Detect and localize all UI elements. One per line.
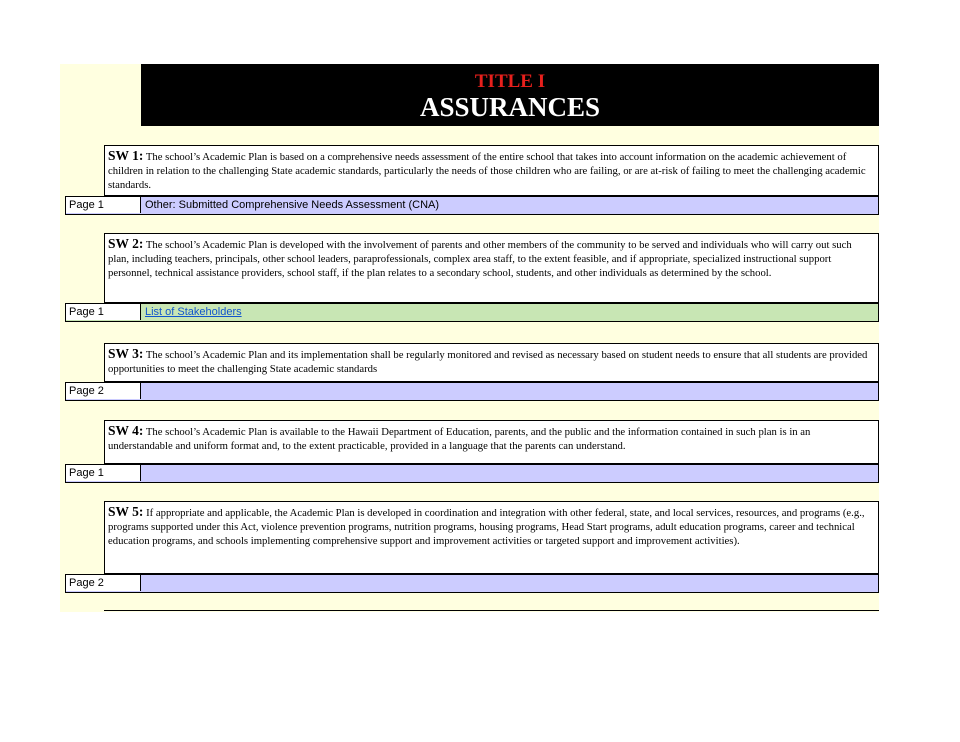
page-cell: Page 2 [66,383,141,399]
assurance-label: SW 5: [108,504,144,519]
title-top: TITLE I [474,71,546,92]
reference-row-sw3 [65,382,879,401]
reference-row-sw4 [65,464,879,483]
assurance-label: SW 2: [108,236,144,251]
reference-row-sw1 [65,196,879,215]
assurance-sw2 [104,233,879,303]
page-cell: Page 1 [66,465,141,481]
bottom-divider [104,610,879,611]
assurance-text: The school’s Academic Plan and its implementation shall be regularly monitored and revised as necessary based on student needs to ensure that all students are provided opportunities to meet the challenging State academic standards [108,349,868,376]
assurance-sw5 [104,501,879,574]
assurance-text: The school’s Academic Plan is available to the Hawaii Department of Education, parents, and the public and the information contained in such plan is in an understandable and uniform format and, to the extent practicable, provided in a language that the parents can understand. [108,426,811,453]
reference-row-sw2 [65,303,879,322]
assurance-sw1 [104,145,879,196]
reference-cell: Other: Submitted Comprehensive Needs Assessment (CNA) [145,199,440,211]
reference-row-sw5 [65,574,879,593]
assurance-text: The school’s Academic Plan is based on a comprehensive needs assessment of the entire school that takes into account information on the academic achievement of children in relation to the challenging State academic standards, particularly the needs of those children who are failing, or are at-risk of failing to meet the challenging academic standards. [108,151,866,192]
assurance-text: The school’s Academic Plan is developed with the involvement of parents and other members of the community to be served and individuals who will carry out such plan, including teachers, principals, other school leaders, paraprofessionals, complex area staff, to the extent feasible, and if appropriate, specialized instructional support personnel, technical assistance providers, school staff, if the plan relates to a secondary school, students, and other individuals as determined by the school. [108,239,852,280]
assurance-sw4 [104,420,879,464]
page-cell: Page 1 [66,197,141,213]
assurance-label: SW 3: [108,346,144,361]
assurance-label: SW 1: [108,148,144,163]
page-cell: Page 2 [66,575,141,591]
stakeholders-link[interactable]: List of Stakeholders [145,306,242,318]
assurance-text: If appropriate and applicable, the Academic Plan is developed in coordination and integration with other federal, state, and local services, resources, and programs (e.g., programs supported under this Act, violence prevention programs, nutrition programs, housing programs, Head Start programs, adult education programs, career and technical education programs, and schools implementing comprehensive support and improvement activities or targeted support and improvement activities). [108,507,865,548]
page-cell: Page 1 [66,304,141,320]
assurance-sw3 [104,343,879,382]
assurance-label: SW 4: [108,423,144,438]
title-banner [141,64,879,126]
page-title: ASSURANCES [419,92,601,122]
